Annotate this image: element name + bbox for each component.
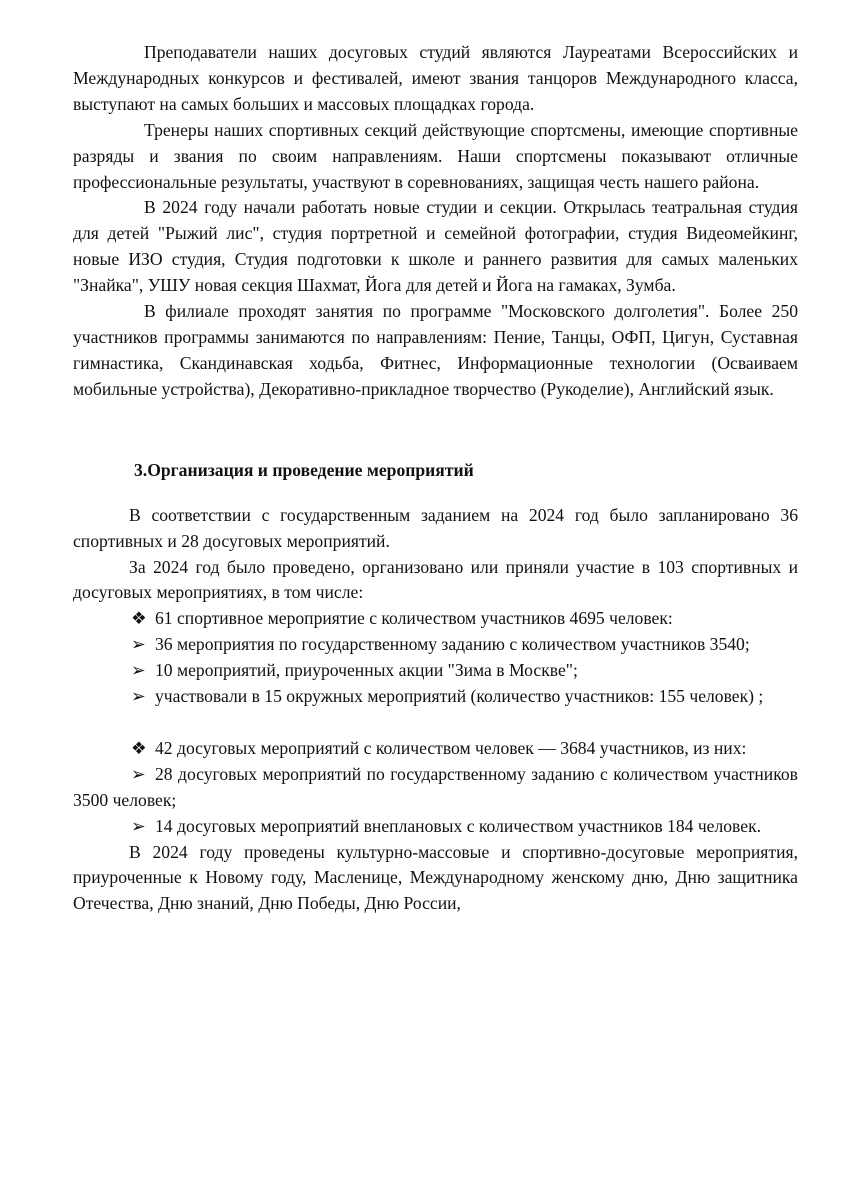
- list-item-text: 10 мероприятий, приуроченных акции "Зима в Москве";: [155, 660, 578, 681]
- list-item-text: 14 досуговых мероприятий внеплановых с количеством участников 184 человек.: [155, 815, 762, 836]
- list-item-leisure-sub: [73, 814, 798, 840]
- arrow-bullet-icon: ➢: [131, 686, 146, 707]
- paragraph-coaches: Тренеры наших спортивных секций действующие спортсмены, имеющие спортивные разряды и звания по своим направлениям. Наши спортсмены показывают отличные профессиональные результаты, участвуют в соревнованиях, защищая честь нашего района.: [73, 119, 798, 192]
- arrow-bullet-icon: ➢: [131, 660, 146, 681]
- list-item-sport-sub: [73, 658, 798, 684]
- paragraph-plan: В соответствии с государственным заданием на 2024 год было запланировано 36 спортивных и 28 досуговых мероприятий.: [73, 504, 798, 551]
- paragraph-new-studios: В 2024 году начали работать новые студии и секции. Открылась театральная студия для детей "Рыжий лис", студия портретной и семейной фотографии, студия Видеомейкинг, новые ИЗО студия, Студия подготовки к школе и раннего развития для самых маленьких "Знайка", УШУ новая секция Шахмат, Йога для детей и Йога на гамаках, Зумба.: [73, 197, 798, 296]
- arrow-bullet-icon: ➢: [131, 763, 146, 784]
- list-item-sport-sub: [73, 684, 798, 710]
- paragraph-moscow-longevity: В филиале проходят занятия по программе "Московского долголетия". Более 250 участников программы занимаются по направлениям: Пение, Танцы, ОФП, Цигун, Суставная гимнастика, Скандинавская ходьба, Фитнес, Информационные технологии (Осваиваем мобильные устройства), Декоративно-прикладное творчество (Рукоделие), Английский язык.: [73, 301, 798, 399]
- diamond-bullet-icon: ❖: [131, 737, 147, 758]
- paragraph-teachers: Преподаватели наших досуговых студий являются Лауреатами Всероссийских и Международных конкурсов и фестивалей, имеют звания танцоров Международного класса, выступают на самых больших и массовых площадках города.: [73, 42, 798, 114]
- list-item-leisure-main: [73, 736, 798, 762]
- list-item-text: 28 досуговых мероприятий по государственному заданию с количеством участников 3500 человек;: [73, 763, 798, 810]
- list-item-text: 42 досуговых мероприятий с количеством человек — 3684 участников, из них:: [155, 737, 747, 758]
- diamond-bullet-icon: ❖: [131, 608, 147, 629]
- list-item-sport-sub: [73, 632, 798, 658]
- spacer: [73, 710, 798, 736]
- arrow-bullet-icon: ➢: [131, 634, 146, 655]
- list-item-leisure-sub: [73, 762, 798, 814]
- list-item-text: участвовали в 15 окружных мероприятий (количество участников: 155 человек) ;: [155, 686, 764, 707]
- paragraph-closing: В 2024 году проведены культурно-массовые и спортивно-досуговые мероприятия, приуроченные к Новому году, Масленице, Международному женскому дню, Дню защитника Отечества, Дню знаний, Дню Победы, Дню России,: [73, 841, 798, 914]
- list-item-sport-main: [73, 606, 798, 632]
- paragraph-total: За 2024 год было проведено, организовано или приняли участие в 103 спортивных и досуговых мероприятиях, в том числе:: [73, 556, 798, 603]
- arrow-bullet-icon: ➢: [131, 815, 146, 836]
- section-title: 3.Организация и проведение мероприятий: [134, 459, 474, 480]
- list-item-text: 36 мероприятия по государственному заданию с количеством участников 3540;: [155, 634, 750, 655]
- document-page: [73, 40, 798, 917]
- list-item-text: 61 спортивное мероприятие с количеством участников 4695 человек:: [155, 608, 673, 629]
